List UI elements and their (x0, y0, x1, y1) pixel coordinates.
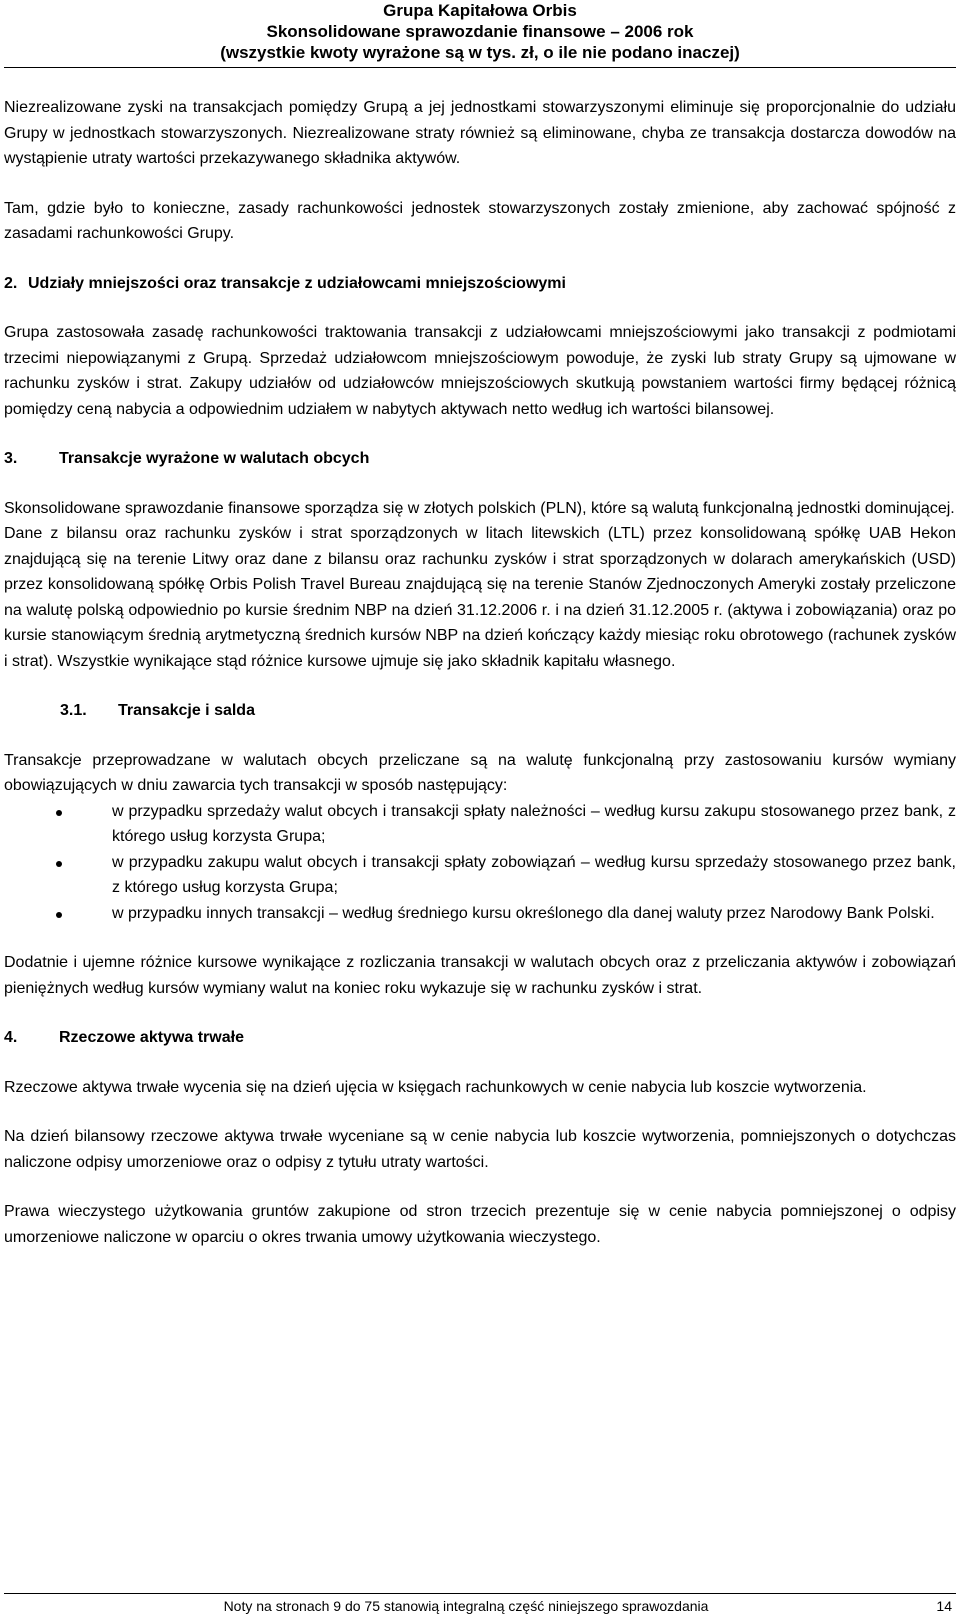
list-item-text: w przypadku innych transakcji – według średniego kursu określonego dla danej waluty przez Narodowy Bank Polski. (112, 904, 935, 922)
bullet-icon (56, 810, 62, 816)
paragraph-functional-currency: Skonsolidowane sprawozdanie finansowe sporządza się w złotych polskich (PLN), które są walutą funkcjonalną jednostki dominującej. (4, 499, 955, 517)
bullet-icon (56, 912, 62, 918)
paragraph-accounting-policies-associates: Tam, gdzie było to konieczne, zasady rachunkowości jednostek stowarzyszonych zostały zmienione, aby zachować spójność z zasadami rachunkowości Grupy. (4, 199, 956, 242)
paragraph-fixed-assets-initial-valuation: Rzeczowe aktywa trwałe wycenia się na dzień ujęcia w księgach rachunkowych w cenie nabycia lub koszcie wytworzenia. (4, 1078, 867, 1096)
subsection-heading-transactions-balances (4, 698, 956, 724)
header-currency-note: (wszystkie kwoty wyrażone są w tys. zł, o ile nie podano inaczej) (220, 43, 740, 62)
section-number: 3.1. (60, 702, 87, 719)
header-report-title: Skonsolidowane sprawozdanie finansowe – 2006 rok (266, 22, 694, 41)
footer-note: Noty na stronach 9 do 75 stanowią integralną część niniejszego sprawozdania (223, 1598, 709, 1614)
section-number: 3. (4, 450, 18, 467)
page-number: 14 (936, 1598, 952, 1614)
section-title: Transakcje i salda (118, 702, 255, 719)
section-title: Transakcje wyrażone w walutach obcych (59, 450, 370, 467)
list-item (4, 799, 956, 850)
paragraph-fixed-assets-balance-valuation: Na dzień bilansowy rzeczowe aktywa trwałe wyceniane są w cenie nabycia lub koszcie wytworzenia, pomniejszonych o dotychczas naliczone odpisy umorzeniowe oraz o odpisy z tytułu utraty wartości. (4, 1128, 956, 1171)
header-company-name: Grupa Kapitałowa Orbis (383, 1, 577, 20)
section-number: 4. (4, 1029, 18, 1046)
list-item (4, 901, 956, 927)
section-number: 2. (4, 274, 18, 292)
paragraph-perpetual-usufruct: Prawa wieczystego użytkowania gruntów zakupione od stron trzecich prezentuje się w cenie nabycia pomniejszonej o odpisy umorzeniowe naliczone w oparciu o okres trwania umowy użytkowania wieczystego. (4, 1203, 956, 1246)
paragraph-unrealized-gains: Niezrealizowane zyski na transakcjach pomiędzy Grupą a jej jednostkami stowarzyszonymi eliminuje się proporcjonalnie do udziału Grupy w jednostkach stowarzyszonych. Niezrealizowane straty również są eliminowane, chyba ze transakcja dostarcza dowodów na wystąpienie utraty wartości przekazywanego składnika aktywów. (4, 99, 956, 167)
paragraph-transaction-conversion: Transakcje przeprowadzane w walutach obcych przeliczane są na walutę funkcjonalną przy zastosowaniu kursów wymiany obowiązujących w dniu zawarcia tych transakcji w sposób następujący: (4, 751, 956, 794)
section-title: Udziały mniejszości oraz transakcje z udziałowcami mniejszościowymi (28, 274, 566, 292)
paragraph-minority-transactions: Grupa zastosowała zasadę rachunkowości traktowania transakcji z udziałowcami mniejszościowymi jako transakcji z podmiotami trzecimi niepowiązanymi z Grupą. Sprzedaż udziałowcom mniejszościowym powoduje, że zyski lub straty Grupy są ujmowane w rachunku zysków i strat. Zakupy udziałów od udziałowców mniejszościowych skutkują powstaniem wartości firmy będącej różnicą pomiędzy ceną nabycia a odpowiednim udziałem w nabytych aktywach netto według ich wartości bilansowej. (4, 324, 956, 418)
section-heading-fixed-assets (4, 1025, 956, 1051)
section-title: Rzeczowe aktywa trwałe (59, 1029, 244, 1046)
list-item-text: w przypadku sprzedaży walut obcych i transakcji spłaty należności – według kursu zakupu stosowanego przez bank, z którego usług korzysta Grupa; (112, 802, 956, 845)
page-header (0, 0, 960, 63)
document-body (4, 95, 956, 1274)
section-heading-minority-interests (4, 271, 956, 297)
bullet-icon (56, 861, 62, 867)
section-heading-foreign-currency (4, 446, 956, 472)
list-item (4, 850, 956, 901)
footer-divider (4, 1593, 956, 1594)
paragraph-exchange-differences: Dodatnie i ujemne różnice kursowe wynikające z rozliczania transakcji w walutach obcych oraz z przeliczania aktywów i zobowiązań pieniężnych według kursów wymiany walut na koniec roku wykazuje się w rachunku zysków i strat. (4, 954, 956, 997)
header-divider (4, 67, 956, 68)
paragraph-translation-of-subsidiaries: Dane z bilansu oraz rachunku zysków i strat sporządzonych w litach litewskich (LTL) przez konsolidowaną spółkę UAB Hekon znajdującą się na terenie Litwy oraz dane z bilansu oraz rachunku zysków i strat sporządzonych w dolarach amerykańskich (USD) przez konsolidowaną spółkę Orbis Polish Travel Bureau znajdującą się na terenie Stanów Zjednoczonych Ameryki zostały przeliczone na walutę polską odpowiednio po kursie średnim NBP na dzień 31.12.2006 r. i na dzień 31.12.2005 r. (aktywa i zobowiązania) oraz po kursie stanowiącym średnią arytmetyczną średnich kursów NBP na dzień kończący każdy miesiąc roku obrotowego (rachunek zysków i strat). Wszystkie wynikające stąd różnice kursowe ujmuje się jako składnik kapitału własnego. (4, 525, 956, 670)
exchange-rate-list (4, 799, 956, 927)
list-item-text: w przypadku zakupu walut obcych i transakcji spłaty zobowiązań – według kursu sprzedaży stosowanego przez bank, z którego usług korzysta Grupa; (112, 853, 956, 896)
